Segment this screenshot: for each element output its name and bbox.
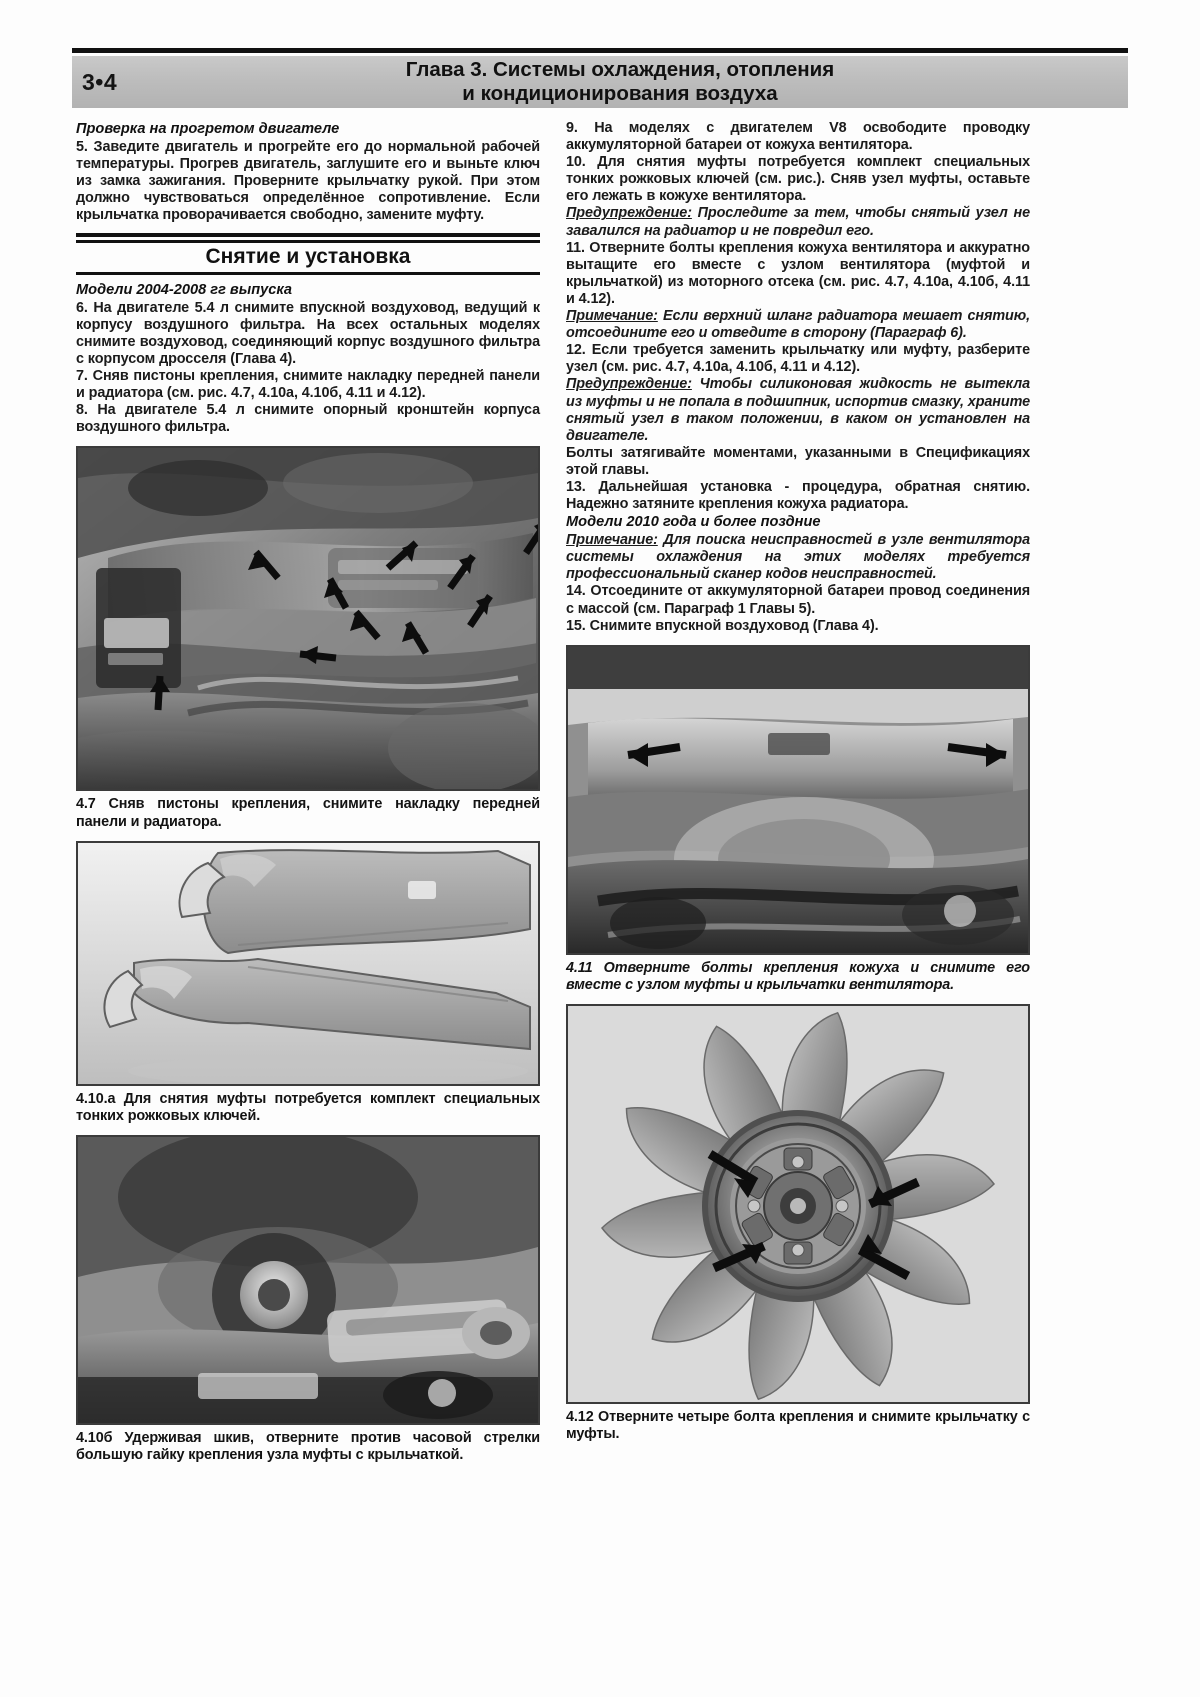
- warning-1-text: Проследите за тем, чтобы снятый узел не завалился на радиатор и не повредил его.: [566, 205, 1030, 239]
- caption-4-11: 4.11 Отверните болты крепления кожуха и снимите его вместе с узлом муфты и крыльчатки вентилятора.: [566, 959, 1030, 993]
- caption-4-7: 4.7 Сняв пистоны крепления, снимите накладку передней панели и радиатора.: [76, 796, 540, 830]
- figure-4-7: [76, 446, 540, 830]
- right-column: [566, 120, 1030, 1444]
- caption-4-10a: 4.10.а Для снятия муфты потребуется комплект специальных тонких рожковых ключей.: [76, 1090, 540, 1124]
- note-1-text: Если верхний шланг радиатора мешает снятию, отсоедините его и отведите в сторону (Параграф 6).: [566, 308, 1030, 342]
- subheading-warm-engine-check: Проверка на прогретом двигателе: [76, 121, 340, 137]
- left-column: [76, 120, 540, 1465]
- paragraph-9: 9. На моделях с двигателем V8 освободите проводку аккумуляторной батареи от кожуха вентилятора.: [566, 120, 1030, 154]
- paragraph-15: 15. Снимите впускной воздуховод (Глава 4).: [566, 617, 879, 634]
- caption-4-12: 4.12 Отверните четыре болта крепления и снимите крыльчатку с муфты.: [566, 1409, 1030, 1443]
- header-top-rule: [72, 48, 1128, 53]
- paragraph-11: 11. Отверните болты крепления кожуха вентилятора и аккуратно вытащите его вместе с узлом вентилятора (муфтой и крыльчаткой) из моторного отсека (см. рис. 4.7, 4.10а, 4.10б, 4.11 и 4.12).: [566, 239, 1030, 307]
- chapter-title-line2: и кондиционирования воздуха: [462, 82, 778, 105]
- pulley-nut-photo: [76, 1135, 540, 1425]
- note-2-label: Примечание:: [566, 532, 658, 549]
- note-2-text: Для поиска неисправностей в узле вентилятора системы охлаждения на этих моделях требуется профессиональный сканер кодов неисправностей.: [566, 532, 1030, 583]
- paragraph-14: 14. Отсоедините от аккумуляторной батареи провод соединения с массой (см. Параграф 1 Главы 5).: [566, 583, 1030, 617]
- subheading-models-2004-2008: Модели 2004-2008 гг выпуска: [76, 281, 293, 298]
- paragraph-bolt-torque: Болты затягивайте моментами, указанными в Спецификациях этой главы.: [566, 444, 1030, 478]
- figure-4-12: [566, 1004, 1030, 1443]
- engine-bay-radiator-photo: [76, 446, 540, 791]
- paragraph-10: 10. Для снятия муфты потребуется комплект специальных тонких рожковых ключей (см. рис.). Сняв узел муфты, оставьте его лежать в кожухе вентилятора.: [566, 154, 1030, 205]
- paragraph-6: 6. На двигателе 5.4 л снимите впускной воздуховод, ведущий к корпусу воздушного фильтра. На всех остальных моделях снимите воздуховод, соединяющий корпус воздушного фильтра с корпусом дросселя (Глава 4).: [76, 299, 540, 367]
- thin-open-end-wrenches-photo: [76, 841, 540, 1086]
- section-title: Снятие и установка: [205, 245, 411, 269]
- chapter-title: [192, 58, 1128, 106]
- paragraph-7: 7. Сняв пистоны крепления, снимите накладку передней панели и радиатора (см. рис. 4.7, 4.10а, 4.10б, 4.11 и 4.12).: [76, 367, 540, 402]
- note-2: [566, 532, 1030, 583]
- paragraph-13: 13. Дальнейшая установка - процедура, обратная снятию. Надежно затяните крепления кожуха радиатора.: [566, 478, 1030, 513]
- paragraph-12: 12. Если требуется заменить крыльчатку или муфту, разберите узел (см. рис. 4.7, 4.10а, 4.10б, 4.11 и 4.12).: [566, 342, 1030, 376]
- warning-2-text: Чтобы силиконовая жидкость не вытекла из муфты и не попала в подшипник, испортив смазку, храните снятый узел в таком положении, в каком он установлен на двигателе.: [566, 376, 1030, 444]
- figure-4-11: [566, 645, 1030, 994]
- paragraph-8: 8. На двигателе 5.4 л снимите опорный кронштейн корпуса воздушного фильтра.: [76, 402, 540, 436]
- warning-1-label: Предупреждение:: [566, 205, 692, 222]
- page-number: 3•4: [82, 68, 118, 95]
- warning-1: [566, 205, 1030, 239]
- figure-4-10a: [76, 841, 540, 1125]
- page-header: [72, 56, 1128, 108]
- fan-shroud-bolts-photo: [566, 645, 1030, 955]
- figure-4-10b: [76, 1135, 540, 1464]
- warning-2-label: Предупреждение:: [566, 376, 692, 393]
- chapter-title-line1: Глава 3. Системы охлаждения, отопления: [405, 57, 835, 81]
- fan-blade-clutch-photo: [566, 1004, 1030, 1404]
- subheading-models-2010: Модели 2010 года и более поздние: [566, 514, 821, 531]
- section-rule-bottom: [76, 272, 540, 275]
- paragraph-5: 5. Заведите двигатель и прогрейте его до нормальной рабочей температуры. Прогрев двигатель, заглушите его и выньте ключ из замка зажигания. Проверните крыльчатку рукой. При этом должно чувствоваться определённое сопротивление. Если крыльчатка проворачивается свободно, замените муфту.: [76, 139, 540, 224]
- note-1-label: Примечание:: [566, 308, 658, 325]
- caption-4-10b: 4.10б Удерживая шкив, отверните против часовой стрелки большую гайку крепления узла муфты с крыльчаткой.: [76, 1430, 540, 1464]
- note-1: [566, 308, 1030, 342]
- section-heading-removal-install: [76, 233, 540, 274]
- warning-2: [566, 376, 1030, 444]
